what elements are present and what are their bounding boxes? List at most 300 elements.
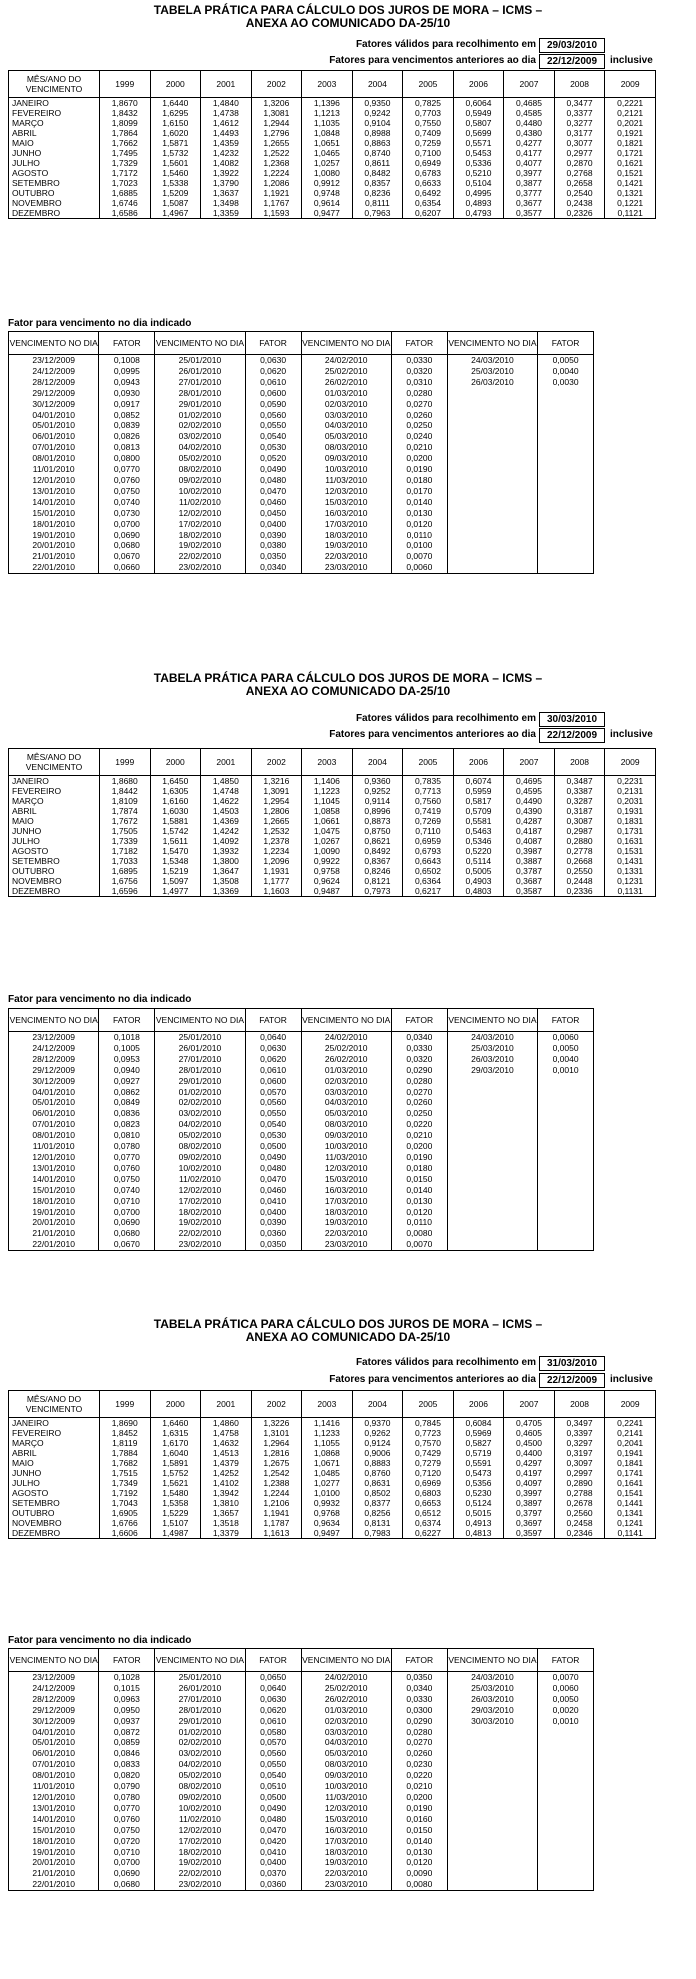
date-cell: 17/02/2010 [155,519,245,530]
date-cell: 19/03/2010 [301,1217,391,1228]
factor-cell: 0,5591 [453,1458,504,1468]
factor-cell: 0,3477 [554,98,605,109]
date-cell [447,1803,537,1814]
table-row [9,508,594,519]
date-cell: 26/03/2010 [447,1694,537,1705]
factor-cell: 0,3887 [504,856,555,866]
factor-cell [538,497,594,508]
table-row [9,551,594,562]
factor-cell: 0,8996 [352,806,403,816]
factor-cell: 0,0470 [245,1825,301,1836]
factor-cell: 0,0350 [245,551,301,562]
factor-cell: 0,4490 [504,796,555,806]
table-row [9,1174,594,1185]
factor-cell: 0,0400 [245,519,301,530]
table-row [9,1825,594,1836]
date-cell: 08/03/2010 [301,1759,391,1770]
factor-cell: 0,4097 [504,1478,555,1488]
factor-cell: 0,1121 [605,208,656,219]
table-row [9,1448,656,1458]
month-cell: JULHO [9,1478,100,1488]
factor-cell: 0,0963 [99,1694,155,1705]
date-cell: 28/12/2009 [9,1694,99,1705]
table-row [9,1119,594,1130]
factor-cell: 0,9932 [302,1498,353,1508]
factor-cell [538,464,594,475]
header-fator: FATOR [391,1649,447,1672]
factor-cell: 0,5949 [453,108,504,118]
factor-cell: 0,0770 [99,1803,155,1814]
factor-cell: 1,6885 [100,188,151,198]
table-row [9,1748,594,1759]
table-row [9,1478,656,1488]
date-cell [447,1792,537,1803]
factor-cell: 1,7349 [100,1478,151,1488]
date-cell: 26/01/2010 [155,1683,245,1694]
factor-cell: 0,6502 [403,866,454,876]
factor-cell: 0,1831 [605,816,656,826]
factor-cell: 0,0630 [245,355,301,366]
month-cell: JUNHO [9,826,100,836]
header-year-2009: 2009 [605,71,656,98]
table-row [9,1054,594,1065]
factor-cell: 1,0277 [302,1478,353,1488]
factor-cell [538,475,594,486]
factor-cell: 1,6150 [150,118,201,128]
factor-cell: 0,0060 [538,1032,594,1043]
factor-cell: 0,0700 [99,1857,155,1868]
factor-cell: 0,0250 [391,420,447,431]
factor-cell: 0,0360 [245,1879,301,1890]
factor-cell: 0,0810 [99,1130,155,1141]
date-cell: 03/02/2010 [155,431,245,442]
table-row [9,1468,656,1478]
month-cell: DEZEMBRO [9,886,100,897]
factor-cell [538,1076,594,1087]
table-row [9,1217,594,1228]
factor-cell: 0,4605 [504,1428,555,1438]
factor-cell: 1,4503 [201,806,252,816]
date-cell [447,486,537,497]
document-title: TABELA PRÁTICA PARA CÁLCULO DOS JUROS DE MORA – ICMS – [153,671,543,685]
date-recolhimento-box: 31/03/2010 [539,1356,605,1371]
table-row [9,836,656,846]
factor-cell: 0,3577 [504,208,555,219]
header-fator: FATOR [245,1649,301,1672]
table-row [9,1716,594,1727]
date-cell [447,475,537,486]
date-cell [447,464,537,475]
factor-cell: 0,0110 [391,1217,447,1228]
table-row [9,1428,656,1438]
document-title: TABELA PRÁTICA PARA CÁLCULO DOS JUROS DE MORA – ICMS – [153,1317,543,1331]
header-year-2000: 2000 [150,749,201,776]
table-row [9,453,594,464]
factor-cell: 0,0790 [99,1781,155,1792]
factor-cell: 0,2141 [605,1428,656,1438]
date-cell [447,431,537,442]
date-cell: 29/12/2009 [9,1705,99,1716]
factor-cell: 1,2796 [251,128,302,138]
factor-cell: 1,4513 [201,1448,252,1458]
factor-cell: 0,0836 [99,1108,155,1119]
date-cell: 26/03/2010 [447,1054,537,1065]
date-cell: 11/03/2010 [301,475,391,486]
factor-cell: 0,5230 [453,1488,504,1498]
factor-cell: 0,2560 [554,1508,605,1518]
inclusive-label: inclusive [610,1374,653,1385]
factor-cell: 0,0390 [245,530,301,541]
factor-cell [538,453,594,464]
table-row [9,826,656,836]
factor-cell: 1,3942 [201,1488,252,1498]
factor-cell: 0,7419 [403,806,454,816]
factor-cell: 1,5470 [150,846,201,856]
factor-cell: 1,4738 [201,108,252,118]
month-cell: JULHO [9,836,100,846]
document-title: TABELA PRÁTICA PARA CÁLCULO DOS JUROS DE MORA – ICMS – [153,3,543,17]
factor-cell: 1,5621 [150,1478,201,1488]
factor-cell: 0,0720 [99,1836,155,1847]
factor-cell: 1,5087 [150,198,201,208]
factor-cell: 0,5453 [453,148,504,158]
factor-cell: 1,2655 [251,138,302,148]
factor-cell: 1,0868 [302,1448,353,1458]
factor-cell: 0,2231 [605,776,656,787]
factor-cell: 0,3097 [554,1458,605,1468]
factor-cell: 1,5891 [150,1458,201,1468]
date-cell: 04/02/2010 [155,1759,245,1770]
factor-cell: 0,0080 [391,1879,447,1890]
date-cell: 04/03/2010 [301,420,391,431]
factor-cell [538,1803,594,1814]
month-cell: OUTUBRO [9,1508,100,1518]
factor-cell: 0,0680 [99,540,155,551]
factor-cell: 0,0937 [99,1716,155,1727]
factor-cell: 0,0570 [245,1737,301,1748]
factor-cell: 0,3487 [554,776,605,787]
factor-cell: 0,6207 [403,208,454,219]
date-cell: 06/01/2010 [9,431,99,442]
factor-cell: 0,0833 [99,1759,155,1770]
date-cell: 25/01/2010 [155,355,245,366]
factor-cell: 0,9758 [302,866,353,876]
date-cell [447,1770,537,1781]
factor-cell [538,420,594,431]
factor-cell: 0,9922 [302,856,353,866]
factor-cell: 1,3647 [201,866,252,876]
header-year-2005: 2005 [403,71,454,98]
header-year-2008: 2008 [554,749,605,776]
date-cell [447,1087,537,1098]
factor-cell: 0,0630 [245,1043,301,1054]
date-cell: 19/01/2010 [9,1207,99,1218]
date-cell [447,420,537,431]
factor-cell: 1,7515 [100,1468,151,1478]
factor-cell: 1,1931 [251,866,302,876]
factor-cell: 1,2388 [251,1478,302,1488]
factor-cell: 1,3932 [201,846,252,856]
factor-cell: 0,1231 [605,876,656,886]
factor-cell: 0,0530 [245,442,301,453]
factor-cell: 0,9350 [352,98,403,109]
factor-cell: 0,0140 [391,1185,447,1196]
factor-cell: 0,1131 [605,886,656,897]
table-row [9,168,656,178]
date-cell [447,1163,537,1174]
daily-header-row [9,1649,594,1672]
factor-cell [538,1748,594,1759]
date-cell: 20/01/2010 [9,1857,99,1868]
factor-cell: 1,2378 [251,836,302,846]
factor-cell: 0,0060 [391,562,447,573]
factor-cell: 0,9370 [352,1418,403,1429]
factor-cell: 0,0823 [99,1119,155,1130]
factor-cell: 0,8863 [352,138,403,148]
table-row [9,366,594,377]
month-cell: SETEMBRO [9,856,100,866]
factor-cell: 0,8760 [352,1468,403,1478]
factor-cell: 0,7560 [403,796,454,806]
factor-cell: 0,2668 [554,856,605,866]
date-cell [447,551,537,562]
factor-cell: 0,0520 [245,453,301,464]
factor-cell: 0,0110 [391,530,447,541]
factor-cell: 1,2522 [251,148,302,158]
factor-cell: 0,8111 [352,198,403,208]
factor-cell: 0,7845 [403,1418,454,1429]
date-cell: 28/01/2010 [155,388,245,399]
factor-cell: 0,6803 [403,1488,454,1498]
factor-cell: 1,4850 [201,776,252,787]
factor-cell: 0,0640 [245,1683,301,1694]
date-cell: 15/03/2010 [301,1174,391,1185]
factor-cell: 0,0760 [99,475,155,486]
table-row [9,1803,594,1814]
factor-cell: 0,0610 [245,1065,301,1076]
factor-cell: 0,8611 [352,158,403,168]
factor-cell [538,1174,594,1185]
date-cell: 08/03/2010 [301,1119,391,1130]
table-row [9,1097,594,1108]
factor-cell: 0,2880 [554,836,605,846]
factor-cell: 0,0510 [245,1781,301,1792]
factor-cell: 0,9104 [352,118,403,128]
factor-cell: 1,6895 [100,866,151,876]
daily-factor-table [8,331,594,574]
month-cell: NOVEMBRO [9,198,100,208]
factor-cell: 0,9124 [352,1438,403,1448]
factor-cell: 0,5827 [453,1438,504,1448]
factor-cell: 1,0475 [302,826,353,836]
factor-cell: 1,4860 [201,1418,252,1429]
factor-cell: 1,6586 [100,208,151,219]
month-cell: JANEIRO [9,1418,100,1429]
factor-cell: 0,4380 [504,128,555,138]
factor-cell [538,1239,594,1250]
table-row [9,519,594,530]
factor-cell: 0,3587 [504,886,555,897]
table-row [9,1438,656,1448]
factor-cell: 1,3216 [251,776,302,787]
date-cell: 19/01/2010 [9,1847,99,1858]
date-cell: 25/02/2010 [301,1683,391,1694]
month-cell: AGOSTO [9,846,100,856]
factor-cell: 0,0550 [245,1759,301,1770]
factor-cell: 1,7033 [100,856,151,866]
date-cell: 22/02/2010 [155,551,245,562]
factor-cell: 0,4813 [453,1528,504,1539]
date-cell: 18/02/2010 [155,530,245,541]
factor-cell: 0,2977 [554,148,605,158]
date-cell: 21/01/2010 [9,551,99,562]
factor-cell: 0,5015 [453,1508,504,1518]
date-cell: 18/01/2010 [9,519,99,530]
header-vencimento-no-dia: VENCIMENTO NO DIA [155,332,245,355]
factor-cell: 1,4758 [201,1428,252,1438]
factor-cell: 0,0620 [245,366,301,377]
factor-cell: 1,6295 [150,108,201,118]
factor-cell: 0,4705 [504,1418,555,1429]
date-cell [447,1207,537,1218]
date-cell: 01/03/2010 [301,1065,391,1076]
factor-cell: 0,0670 [99,551,155,562]
date-cell [447,1185,537,1196]
header-vencimento-no-dia: VENCIMENTO NO DIA [9,1649,99,1672]
date-cell [447,1152,537,1163]
factor-cell [538,1847,594,1858]
factor-cell: 1,6766 [100,1518,151,1528]
date-cell: 20/01/2010 [9,1217,99,1228]
header-fator: FATOR [245,332,301,355]
table-row [9,562,594,573]
month-cell: DEZEMBRO [9,1528,100,1539]
factor-cell: 1,3637 [201,188,252,198]
factor-cell: 0,0917 [99,399,155,410]
factor-cell: 0,0670 [99,1239,155,1250]
factor-cell: 1,4748 [201,786,252,796]
date-cell [447,1174,537,1185]
factor-cell: 0,0410 [245,1847,301,1858]
factor-cell [538,1097,594,1108]
table-row [9,1228,594,1239]
factor-cell: 0,7835 [403,776,454,787]
date-cell: 04/01/2010 [9,1087,99,1098]
factor-cell: 0,5104 [453,178,504,188]
factor-cell [538,1759,594,1770]
factor-cell: 0,1015 [99,1683,155,1694]
date-cell: 05/02/2010 [155,453,245,464]
factor-cell: 0,0660 [99,562,155,573]
daily-factor-subtitle: Fator para vencimento no dia indicado [8,1635,192,1646]
factor-cell: 0,4287 [504,816,555,826]
factor-cell: 0,0340 [245,562,301,573]
date-cell: 22/02/2010 [155,1228,245,1239]
date-recolhimento-box: 30/03/2010 [539,712,605,727]
factor-cell: 0,0846 [99,1748,155,1759]
valid-anteriores-label: Fatores para vencimentos anteriores ao dia [329,1374,536,1385]
factor-cell: 0,0760 [99,1814,155,1825]
table-row [9,1185,594,1196]
date-cell: 04/01/2010 [9,410,99,421]
factor-cell: 0,7259 [403,138,454,148]
header-year-2001: 2001 [201,749,252,776]
factor-cell: 0,0800 [99,453,155,464]
table-row [9,1141,594,1152]
factor-cell: 1,3379 [201,1528,252,1539]
date-cell [447,1814,537,1825]
date-cell: 25/03/2010 [447,1683,537,1694]
factor-cell: 0,9487 [302,886,353,897]
daily-header-row [9,1009,594,1032]
header-vencimento-no-dia: VENCIMENTO NO DIA [447,1009,537,1032]
header-vencimento-no-dia: VENCIMENTO NO DIA [301,332,391,355]
factor-cell: 0,0100 [391,540,447,551]
header-year-2006: 2006 [453,749,504,776]
table-row [9,886,656,897]
factor-cell: 0,0480 [245,1814,301,1825]
factor-cell: 0,0120 [391,1857,447,1868]
date-cell: 09/03/2010 [301,1130,391,1141]
date-cell: 18/03/2010 [301,1207,391,1218]
factor-cell: 0,0839 [99,420,155,431]
factor-cell: 0,4390 [504,806,555,816]
date-cell: 05/02/2010 [155,1770,245,1781]
factor-cell: 0,3197 [554,1448,605,1458]
header-year-1999: 1999 [100,1391,151,1418]
factor-cell: 0,1008 [99,355,155,366]
date-cell: 12/02/2010 [155,1185,245,1196]
factor-cell: 0,1531 [605,846,656,856]
factor-cell: 1,5601 [150,158,201,168]
date-cell [447,562,537,573]
factor-cell: 1,8442 [100,786,151,796]
factor-cell: 0,0050 [538,1043,594,1054]
factor-cell: 0,0570 [245,1087,301,1098]
date-cell: 19/02/2010 [155,1857,245,1868]
date-anteriores-box: 22/12/2009 [539,1373,605,1388]
factor-cell: 0,2131 [605,786,656,796]
date-cell: 24/12/2009 [9,1043,99,1054]
factor-cell: 0,1221 [605,198,656,208]
date-cell: 08/02/2010 [155,464,245,475]
factor-cell: 0,0560 [245,1097,301,1108]
factor-cell: 1,5732 [150,148,201,158]
factor-cell: 0,4903 [453,876,504,886]
date-cell: 12/03/2010 [301,1803,391,1814]
factor-cell: 0,1341 [605,1508,656,1518]
factor-cell: 0,2346 [554,1528,605,1539]
table-row [9,1163,594,1174]
table-row [9,158,656,168]
date-cell: 15/01/2010 [9,1825,99,1836]
header-year-2002: 2002 [251,749,302,776]
factor-cell: 0,7723 [403,1428,454,1438]
factor-cell: 1,3518 [201,1518,252,1528]
date-cell: 07/01/2010 [9,1759,99,1770]
date-cell: 08/01/2010 [9,1130,99,1141]
factor-cell: 1,5460 [150,168,201,178]
month-cell: SETEMBRO [9,1498,100,1508]
factor-cell [538,486,594,497]
factor-cell: 1,1416 [302,1418,353,1429]
factor-cell: 0,1941 [605,1448,656,1458]
header-vencimento-no-dia: VENCIMENTO NO DIA [155,1649,245,1672]
factor-cell: 0,0943 [99,377,155,388]
factor-cell: 0,0650 [245,1672,301,1683]
date-cell: 02/03/2010 [301,1716,391,1727]
factor-cell: 1,0080 [302,168,353,178]
